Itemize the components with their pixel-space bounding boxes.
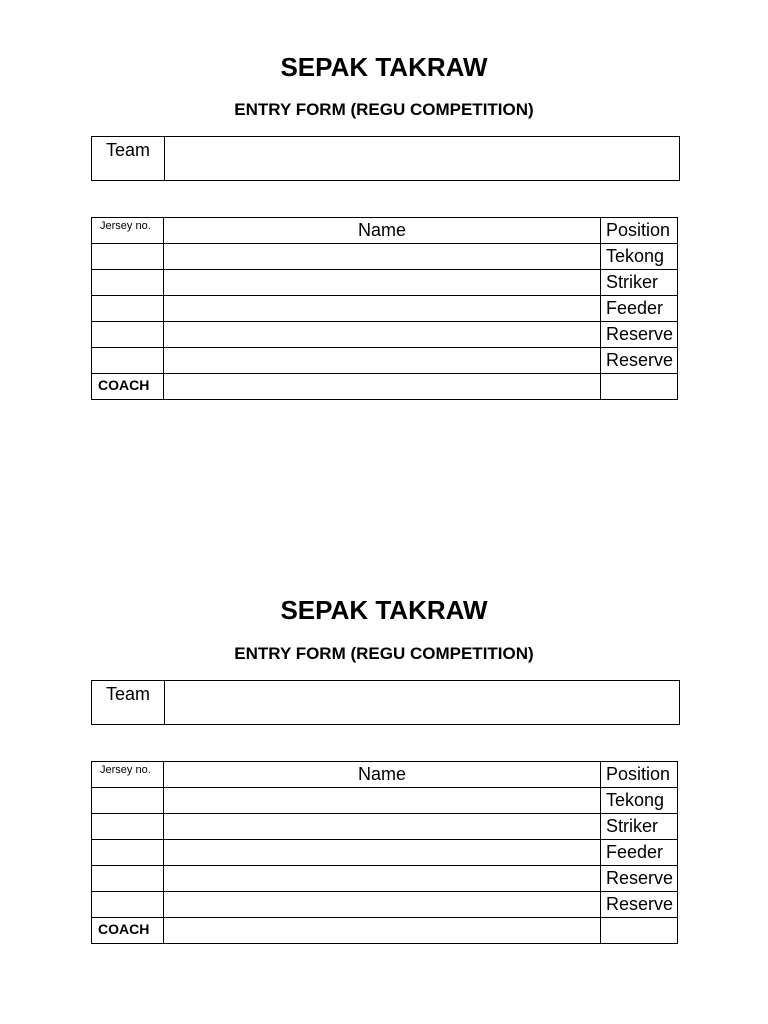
coach-row	[92, 374, 678, 400]
player-name-field[interactable]	[164, 866, 601, 892]
team-table	[91, 136, 680, 181]
player-name-field[interactable]	[164, 814, 601, 840]
coach-row	[92, 918, 678, 944]
coach-name-field[interactable]	[164, 374, 601, 400]
team-name-field[interactable]	[165, 137, 680, 181]
table-row	[92, 840, 678, 866]
jersey-no-header: Jersey no.	[92, 218, 164, 244]
position-header: Position	[601, 218, 678, 244]
position-label: Reserve	[601, 322, 678, 348]
jersey-no-field[interactable]	[92, 322, 164, 348]
name-header: Name	[164, 218, 601, 244]
roster-table	[91, 217, 678, 400]
table-row	[92, 892, 678, 918]
team-label: Team	[92, 137, 165, 181]
player-name-field[interactable]	[164, 840, 601, 866]
jersey-no-field[interactable]	[92, 788, 164, 814]
player-name-field[interactable]	[164, 296, 601, 322]
position-label: Striker	[601, 270, 678, 296]
roster-header-row	[92, 218, 678, 244]
form-subtitle: ENTRY FORM (REGU COMPETITION)	[234, 100, 534, 119]
jersey-no-field[interactable]	[92, 866, 164, 892]
jersey-no-header: Jersey no.	[92, 762, 164, 788]
player-name-field[interactable]	[164, 892, 601, 918]
position-label: Reserve	[601, 892, 678, 918]
player-name-field[interactable]	[164, 322, 601, 348]
form-subtitle: ENTRY FORM (REGU COMPETITION)	[234, 644, 534, 663]
player-name-field[interactable]	[164, 348, 601, 374]
position-label: Tekong	[601, 244, 678, 270]
table-row	[92, 322, 678, 348]
coach-name-field[interactable]	[164, 918, 601, 944]
player-name-field[interactable]	[164, 270, 601, 296]
form-title: SEPAK TAKRAW	[280, 595, 488, 625]
position-label: Reserve	[601, 866, 678, 892]
team-table	[91, 680, 680, 725]
name-header: Name	[164, 762, 601, 788]
table-row	[92, 270, 678, 296]
jersey-no-field[interactable]	[92, 270, 164, 296]
player-name-field[interactable]	[164, 788, 601, 814]
coach-position-cell	[601, 374, 678, 400]
position-header: Position	[601, 762, 678, 788]
coach-label: COACH	[92, 918, 164, 944]
roster-table	[91, 761, 678, 944]
table-row	[92, 348, 678, 374]
roster-header-row	[92, 762, 678, 788]
team-name-field[interactable]	[165, 681, 680, 725]
jersey-no-field[interactable]	[92, 296, 164, 322]
table-row	[92, 814, 678, 840]
jersey-no-field[interactable]	[92, 348, 164, 374]
position-label: Feeder	[601, 840, 678, 866]
table-row	[92, 788, 678, 814]
table-row	[92, 296, 678, 322]
position-label: Reserve	[601, 348, 678, 374]
coach-label: COACH	[92, 374, 164, 400]
form-title: SEPAK TAKRAW	[280, 52, 488, 82]
coach-position-cell	[601, 918, 678, 944]
jersey-no-field[interactable]	[92, 814, 164, 840]
jersey-no-field[interactable]	[92, 840, 164, 866]
team-label: Team	[92, 681, 165, 725]
position-label: Tekong	[601, 788, 678, 814]
jersey-no-field[interactable]	[92, 244, 164, 270]
table-row	[92, 866, 678, 892]
position-label: Feeder	[601, 296, 678, 322]
player-name-field[interactable]	[164, 244, 601, 270]
table-row	[92, 244, 678, 270]
jersey-no-field[interactable]	[92, 892, 164, 918]
position-label: Striker	[601, 814, 678, 840]
